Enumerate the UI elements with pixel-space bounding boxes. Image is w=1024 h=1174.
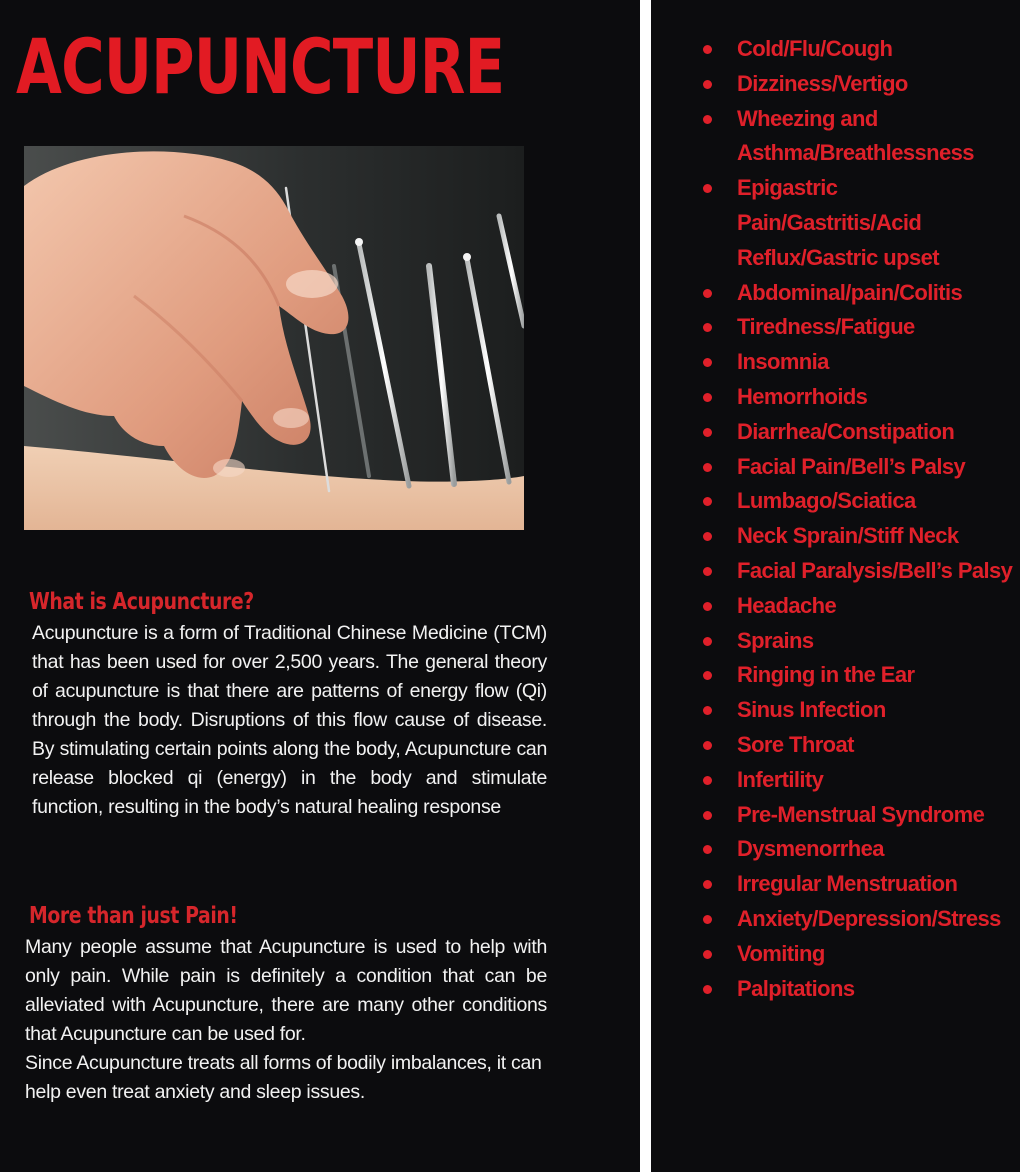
bullet-icon [703, 463, 712, 472]
bullet-icon [703, 706, 712, 715]
condition-label: Abdominal/pain/Colitis [737, 279, 963, 305]
bullet-icon [703, 323, 712, 332]
condition-label: Sinus Infection [737, 697, 886, 723]
condition-label: Epigastric Pain/Gastritis/Acid Reflux/Gastric upset [737, 175, 939, 270]
condition-label: Infertility [737, 766, 824, 792]
bullet-icon [703, 602, 712, 611]
bullet-icon [703, 80, 712, 89]
condition-item [703, 693, 1013, 728]
condition-item [703, 624, 1013, 659]
bullet-icon [703, 880, 712, 889]
condition-item [703, 902, 1013, 937]
condition-item [703, 937, 1013, 972]
condition-item [703, 972, 1013, 1007]
bullet-icon [703, 184, 712, 193]
conditions-list [703, 32, 1013, 1006]
condition-label: Hemorrhoids [737, 383, 868, 409]
condition-item [703, 171, 1013, 275]
what-is-heading: What is Acupuncture? [29, 589, 254, 615]
bullet-icon [703, 289, 712, 298]
bullet-icon [703, 497, 712, 506]
condition-label: Dysmenorrhea [737, 836, 884, 862]
condition-item [703, 554, 1013, 589]
condition-label: Anxiety/Depression/Stress [737, 905, 1001, 931]
bullet-icon [703, 985, 712, 994]
condition-item [703, 310, 1013, 345]
acupuncture-needles-image [24, 146, 524, 530]
bullet-icon [703, 45, 712, 54]
condition-item [703, 345, 1013, 380]
condition-item [703, 32, 1013, 67]
bullet-icon [703, 845, 712, 854]
condition-label: Diarrhea/Constipation [737, 418, 955, 444]
condition-label: Neck Sprain/Stiff Neck [737, 523, 959, 549]
condition-label: Lumbago/Sciatica [737, 488, 916, 514]
bullet-icon [703, 811, 712, 820]
condition-item [703, 728, 1013, 763]
condition-item [703, 589, 1013, 624]
condition-label: Irregular Menstruation [737, 871, 958, 897]
bullet-icon [703, 741, 712, 750]
more-than-pain-body-1: Many people assume that Acupuncture is used to help with only pain. While pain is definitely a condition that can be alleviated with Acupuncture, there are many other conditions that Acupuncture can be used for. [25, 936, 547, 1045]
condition-label: Sprains [737, 627, 814, 653]
condition-label: Sore Throat [737, 731, 854, 757]
bullet-icon [703, 115, 712, 124]
condition-label: Pre-Menstrual Syndrome [737, 801, 985, 827]
bullet-icon [703, 393, 712, 402]
condition-item [703, 519, 1013, 554]
bullet-icon [703, 532, 712, 541]
condition-label: Facial Pain/Bell’s Palsy [737, 453, 966, 479]
bullet-icon [703, 358, 712, 367]
what-is-section [25, 587, 547, 822]
condition-item [703, 450, 1013, 485]
condition-label: Cold/Flu/Cough [737, 36, 893, 61]
condition-item [703, 763, 1013, 798]
condition-item [703, 832, 1013, 867]
condition-label: Headache [737, 592, 837, 618]
condition-label: Wheezing and Asthma/Breathlessness [737, 105, 974, 166]
bullet-icon [703, 637, 712, 646]
condition-label: Tiredness/Fatigue [737, 314, 915, 340]
condition-label: Facial Paralysis/Bell’s Palsy [737, 557, 1013, 583]
condition-label: Dizziness/Vertigo [737, 70, 908, 96]
condition-item [703, 67, 1013, 102]
right-panel [651, 0, 1020, 1172]
condition-item [703, 380, 1013, 415]
bullet-icon [703, 915, 712, 924]
condition-item [703, 798, 1013, 833]
condition-item [703, 867, 1013, 902]
bullet-icon [703, 567, 712, 576]
condition-label: Palpitations [737, 975, 855, 1001]
more-than-pain-heading: More than just Pain! [29, 903, 238, 929]
page-title: ACUPUNCTURE [16, 22, 505, 111]
condition-item [703, 415, 1013, 450]
bullet-icon [703, 428, 712, 437]
bullet-icon [703, 950, 712, 959]
bullet-icon [703, 671, 712, 680]
acupuncture-photo [24, 146, 524, 530]
more-than-pain-section [25, 901, 547, 1107]
condition-item [703, 276, 1013, 311]
condition-item [703, 484, 1013, 519]
condition-label: Insomnia [737, 349, 829, 375]
condition-item [703, 658, 1013, 693]
condition-item [703, 102, 1013, 172]
more-than-pain-body-2: Since Acupuncture treats all forms of bodily imbalances, it can help even treat anxiety and sleep issues. [25, 1052, 542, 1103]
what-is-body: Acupuncture is a form of Traditional Chinese Medicine (TCM) that has been used for over 2,500 years. The general theory of acupuncture is that there are patterns of energy flow (Qi) through the body. Disruptions of this flow cause of disease. By stimulating certain points along the body, Acupuncture can release blocked qi (energy) in the body and stimulate function, resulting in the body’s natural healing response [32, 622, 547, 818]
condition-label: Vomiting [737, 940, 825, 966]
condition-label: Ringing in the Ear [737, 662, 915, 688]
bullet-icon [703, 776, 712, 785]
